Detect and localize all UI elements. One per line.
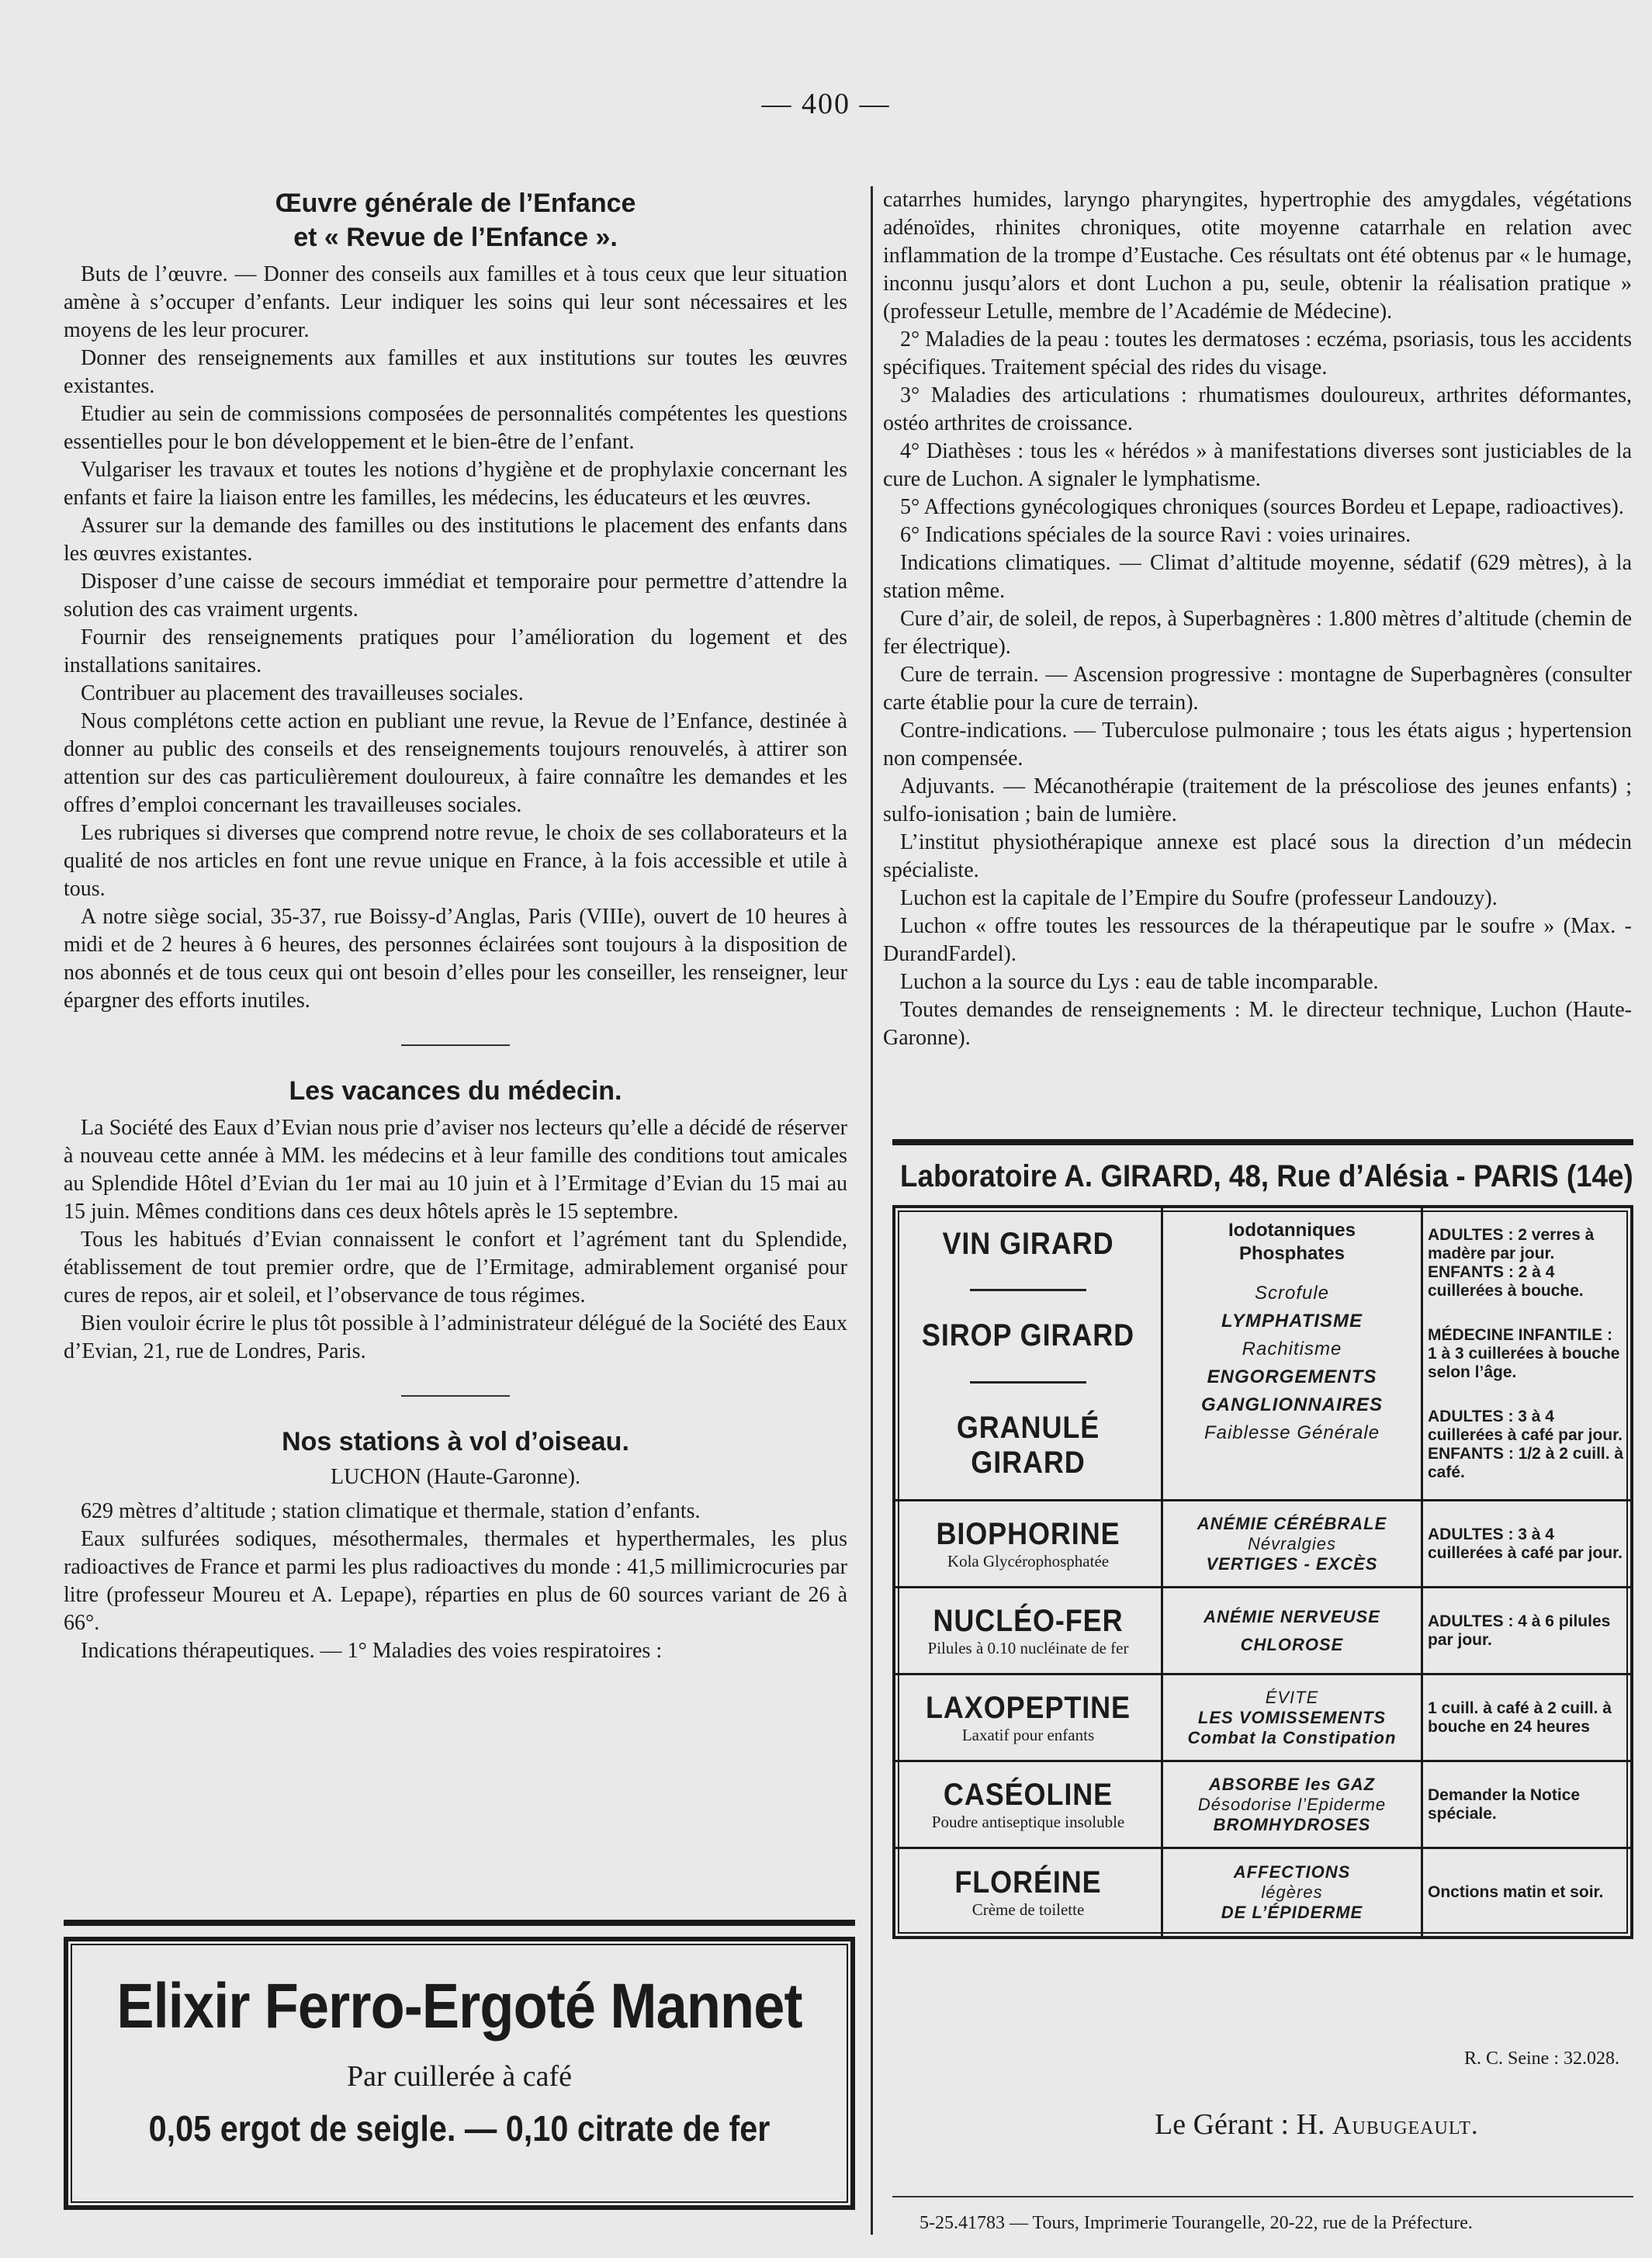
- indication: VERTIGES - EXCÈS: [1206, 1553, 1378, 1574]
- paragraph: Luchon est la capitale de l’Empire du Soufre (professeur Landouzy).: [900, 886, 1498, 910]
- product-name: FLORÉINE: [954, 1865, 1102, 1900]
- indication: ENGORGEMENTS: [1207, 1366, 1377, 1387]
- indication: CHLOROSE: [1240, 1634, 1344, 1654]
- paragraph: Luchon a la source du Lys : eau de table incomparable.: [900, 970, 1379, 994]
- paragraph: Eaux sulfurées sodiques, mésothermales, thermales et hyperthermales, les plus radioactives de France et parmi les plus radioactives du monde : 41,5 millimicrocuries par litre (professeur Moureu et A. Lepape), réparties en plus de 60 sources variant de 26 à 66°.: [64, 1527, 847, 1635]
- dosage: Onctions matin et soir.: [1428, 1883, 1604, 1901]
- product-cell: [895, 1501, 1163, 1588]
- product-name: BIOPHORINE: [936, 1516, 1120, 1551]
- product-cell: [895, 1588, 1163, 1675]
- paragraph: Disposer d’une caisse de secours immédiat et temporaire pour permettre d’attendre la solution des cas vraiment urgents.: [64, 570, 847, 622]
- product-description: Kola Glycérophosphatée: [947, 1551, 1110, 1571]
- paragraph: Les rubriques si diverses que comprend notre revue, le choix de ses collaborateurs et la qualité de nos articles en font une revue unique en France, à la fois accessible et utile à tous.: [64, 821, 847, 901]
- paragraph: 5° Affections gynécologiques chroniques (sources Bordeu et Lepape, radioactives).: [900, 495, 1624, 519]
- paragraph: 4° Diathèses : tous les « hérédos » à manifestations diverses sont justiciables de la cure de Luchon. A signaler le lymphatisme.: [883, 439, 1632, 491]
- page-number: — 400 —: [761, 88, 891, 120]
- article-body-oeuvre: [64, 261, 847, 1015]
- indication-title: Phosphates: [1238, 1243, 1345, 1264]
- gerant-name: Aubugeault.: [1332, 2111, 1479, 2140]
- paragraph: Nous complétons cette action en publiant une revue, la Revue de l’Enfance, destinée à donner au public des conseils et des renseignements toujours renouvelés, à attirer son attention sur des cas particulièrement douloureux, à faire connaître les demandes et les offres d’emploi concernant les travailleuses sociales.: [64, 709, 847, 817]
- paragraph: La Société des Eaux d’Evian nous prie d’aviser nos lecteurs qu’elle a décidé de réserver à nouveau cette année à MM. les médecins et à leur famille des conditions tout amicales au Splendide Hôtel d’Evian du 1er mai au 10 juin et à l’Ermitage d’Evian du 15 mai au 15 juin. Mêmes conditions dans ces deux hôtels après le 15 septembre.: [64, 1116, 847, 1224]
- paragraph: Donner des renseignements aux familles et aux institutions sur toutes les œuvres existantes.: [64, 346, 847, 398]
- product-description: Poudre antiseptique insoluble: [931, 1812, 1125, 1831]
- paragraph: 3° Maladies des articulations : rhumatismes douloureux, arthrites déformantes, ostéo arthrites de croissance.: [883, 383, 1632, 435]
- paragraph: Fournir des renseignements pratiques pour l’amélioration du logement et des installations sanitaires.: [64, 625, 847, 677]
- product-cell: [895, 1762, 1163, 1849]
- indication: GANGLIONNAIRES: [1200, 1394, 1383, 1415]
- girard-top-indications: [1163, 1208, 1423, 1501]
- paragraph: Cure de terrain. — Ascension progressive : montagne de Superbagnères (consulter carte établie pour la cure de terrain).: [883, 663, 1632, 715]
- indication-cell: [1163, 1588, 1423, 1675]
- dosage: ADULTES : 3 à 4 cuillerées à café par jour. ENFANTS : 1/2 à 2 cuill. à café.: [1428, 1407, 1624, 1481]
- article-title-line-2: et « Revue de l’Enfance ».: [293, 223, 618, 252]
- paragraph: Adjuvants. — Mécanothérapie (traitement de la préscoliose des jeunes enfants) ; sulfo-ionisation ; bain de lumière.: [883, 774, 1632, 826]
- indication: DE L’ÉPIDERME: [1221, 1903, 1363, 1922]
- paragraph: 2° Maladies de la peau : toutes les dermatoses : eczéma, psoriasis, tous les accidents spécifiques. Traitement spécial des rides du visage.: [883, 327, 1632, 379]
- product-name: GRANULÉ GIRARD: [956, 1411, 1100, 1481]
- product-description: Laxatif pour enfants: [961, 1725, 1095, 1744]
- dosage: 1 cuill. à café à 2 cuill. à bouche en 24 heures: [1428, 1699, 1612, 1736]
- product-name: VIN GIRARD: [942, 1226, 1114, 1261]
- paragraph: 629 mètres d’altitude ; station climatique et thermale, station d’enfants.: [81, 1499, 701, 1523]
- dosage-cell: [1423, 1501, 1630, 1588]
- article-title-stations: Nos stations à vol d’oiseau.: [282, 1427, 629, 1456]
- paragraph: Vulgariser les travaux et toutes les notions d’hygiène et de prophylaxie concernant les enfants et faire la liaison entre les familles, les médecins, les éducateurs et les œuvres.: [64, 458, 847, 510]
- paragraph: Luchon « offre toutes les ressources de la thérapeutique par le soufre » (Max. -DurandFardel).: [883, 914, 1632, 966]
- paragraph: Toutes demandes de renseignements : M. le directeur technique, Luchon (Haute-Garonne).: [883, 998, 1632, 1050]
- product-name: SIROP GIRARD: [921, 1318, 1135, 1353]
- paragraph: Indications thérapeutiques. — 1° Maladies des voies respiratoires :: [81, 1639, 663, 1663]
- indication: Combat la Constipation: [1187, 1727, 1397, 1747]
- indication-cell: [1163, 1762, 1423, 1849]
- girard-header: Laboratoire A. GIRARD, 48, Rue d’Alésia - PARIS (14e): [900, 1159, 1633, 1193]
- article-title-line-1: Œuvre générale de l’Enfance: [275, 189, 636, 218]
- product-divider: [970, 1289, 1086, 1291]
- left-column: [64, 186, 847, 1665]
- section-divider: [401, 1395, 510, 1397]
- product-divider: [970, 1381, 1086, 1384]
- paragraph: Tous les habitués d’Evian connaissent le confort et l’agrément tant du Splendide, établissement de tout premier ordre, que de l’Ermitage, admirablement organisé pour cures de repos, air et soleil, et l’observance de tous régimes.: [64, 1228, 847, 1307]
- registry-number: R. C. Seine : 32.028.: [1463, 2048, 1619, 2069]
- dosage: ADULTES : 3 à 4 cuillerées à café par jour.: [1428, 1525, 1623, 1562]
- product-cell: [895, 1849, 1163, 1936]
- indication: Scrofule: [1254, 1283, 1330, 1304]
- elixir-frame: [64, 1937, 855, 2210]
- article-body-stations-left: [64, 1498, 847, 1665]
- dosage-cell: [1423, 1762, 1630, 1849]
- dosage: Demander la Notice spéciale.: [1428, 1785, 1581, 1823]
- paragraph: Etudier au sein de commissions composées de personnalités compétentes les questions essentielles pour le bon développement et le bien-être de l’enfant.: [64, 402, 847, 454]
- product-name: CASÉOLINE: [943, 1777, 1113, 1812]
- paragraph: A notre siège social, 35-37, rue Boissy-d’Anglas, Paris (VIIIe), ouvert de 10 heures à midi et de 2 heures à 6 heures, des personnes éclairées sont toujours à la disposition de nos abonnés et de tous ceux qui ont besoin d’elles pour les conseiller, les renseigner, leur épargner des efforts inutiles.: [64, 905, 847, 1013]
- product-cell: [895, 1675, 1163, 1762]
- indication: Rachitisme: [1242, 1339, 1342, 1359]
- product-name: NUCLÉO-FER: [933, 1603, 1124, 1638]
- indication: Faiblesse Générale: [1204, 1422, 1380, 1443]
- girard-product-table: [892, 1205, 1633, 1939]
- indication: ÉVITE: [1265, 1687, 1319, 1707]
- ad-top-rule: [892, 1139, 1633, 1145]
- indication: LES VOMISSEMENTS: [1197, 1707, 1387, 1727]
- indication: AFFECTIONS: [1233, 1862, 1351, 1882]
- girard-top-doses: [1423, 1208, 1630, 1501]
- indication-cell: [1163, 1501, 1423, 1588]
- gerant-label: Le Gérant : H.: [1155, 2108, 1325, 2141]
- paragraph: Contribuer au placement des travailleuses sociales.: [81, 681, 524, 705]
- right-column: [883, 186, 1632, 1052]
- article-subtitle-luchon: LUCHON (Haute-Garonne).: [331, 1465, 580, 1489]
- elixir-advertisement: [64, 1920, 855, 2210]
- indication-cell: [1163, 1675, 1423, 1762]
- indication-cell: [1163, 1849, 1423, 1936]
- ad-top-rule: [64, 1920, 855, 1926]
- indication: ANÉMIE CÉRÉBRALE: [1197, 1513, 1387, 1533]
- dosage-cell: [1423, 1675, 1630, 1762]
- paragraph: catarrhes humides, laryngo pharyngites, hypertrophie des amygdales, végétations adénoïdes, rhinites chroniques, otite moyenne catarrhale en relation avec inflammation de la trompe d’Eustache. Ces résultats ont été obtenus par « le humage, inconnu jusqu’alors et dont Luchon a pu, seule, obtenir la réalisation pratique » (professeur Letulle, membre de l’Académie de Médecine).: [883, 188, 1632, 324]
- indication: Désodorise l’Epiderme: [1197, 1794, 1387, 1814]
- dosage: MÉDECINE INFANTILE : 1 à 3 cuillerées à bouche selon l’âge.: [1428, 1325, 1620, 1381]
- article-body-vacances: [64, 1114, 847, 1366]
- printer-imprint: 5-25.41783 — Tours, Imprimerie Tourangelle, 20-22, rue de la Préfecture.: [920, 2213, 1473, 2233]
- indication-title: Iodotanniques: [1228, 1220, 1356, 1241]
- paragraph: Indications climatiques. — Climat d’altitude moyenne, sédatif (629 mètres), à la station même.: [883, 551, 1632, 603]
- paragraph: 6° Indications spéciales de la source Ravi : voies urinaires.: [900, 523, 1411, 547]
- indication: LYMPHATISME: [1221, 1311, 1363, 1332]
- product-name: LAXOPEPTINE: [926, 1690, 1131, 1725]
- paragraph: Buts de l’œuvre. — Donner des conseils aux familles et à tous ceux que leur situation amène à s’occuper d’enfants. Leur indiquer les soins qui leur sont nécessaires et les moyens de les leur procurer.: [64, 262, 847, 342]
- paragraph: L’institut physiothérapique annexe est placé sous la direction d’un médecin spécialiste.: [883, 830, 1632, 882]
- dosage-cell: [1423, 1588, 1630, 1675]
- dosage: ADULTES : 2 verres à madère par jour. ENFANTS : 2 à 4 cuillerées à bouche.: [1428, 1225, 1595, 1300]
- girard-top-products: [895, 1208, 1163, 1501]
- dosage-cell: [1423, 1849, 1630, 1936]
- product-description: Pilules à 0.10 nucléinate de fer: [927, 1638, 1129, 1657]
- paragraph: Assurer sur la demande des familles ou des institutions le placement des enfants dans les œuvres existantes.: [64, 514, 847, 566]
- column-divider: [871, 186, 873, 2235]
- paragraph: Contre-indications. — Tuberculose pulmonaire ; tous les états aigus ; hypertension non compensée.: [883, 719, 1632, 771]
- elixir-composition: 0,05 ergot de seigle. — 0,10 citrate de fer: [148, 2108, 771, 2149]
- gerant-signature: [1155, 2107, 1478, 2142]
- dosage: ADULTES : 4 à 6 pilules par jour.: [1428, 1612, 1611, 1649]
- elixir-dose: Par cuillerée à café: [346, 2060, 573, 2093]
- article-title-oeuvre: [64, 186, 847, 255]
- girard-advertisement: [892, 1139, 1633, 1939]
- imprint-rule: [892, 2196, 1633, 2197]
- indication: Névralgies: [1248, 1533, 1336, 1553]
- product-description: Crème de toilette: [971, 1900, 1085, 1919]
- indication: légères: [1261, 1882, 1323, 1902]
- indication: ABSORBE les GAZ: [1208, 1774, 1376, 1794]
- section-divider: [401, 1044, 510, 1046]
- paragraph: Bien vouloir écrire le plus tôt possible à l’administrateur délégué de la Société des Eaux d’Evian, 21, rue de Londres, Paris.: [64, 1311, 847, 1363]
- article-body-stations-right: [883, 186, 1632, 1052]
- article-title-vacances: Les vacances du médecin.: [289, 1076, 622, 1106]
- indication: BROMHYDROSES: [1213, 1814, 1371, 1834]
- elixir-name: Elixir Ferro-Ergoté Mannet: [116, 1971, 802, 2042]
- indication: ANÉMIE NERVEUSE: [1204, 1606, 1380, 1626]
- paragraph: Cure d’air, de soleil, de repos, à Superbagnères : 1.800 mètres d’altitude (chemin de fer électrique).: [883, 607, 1632, 659]
